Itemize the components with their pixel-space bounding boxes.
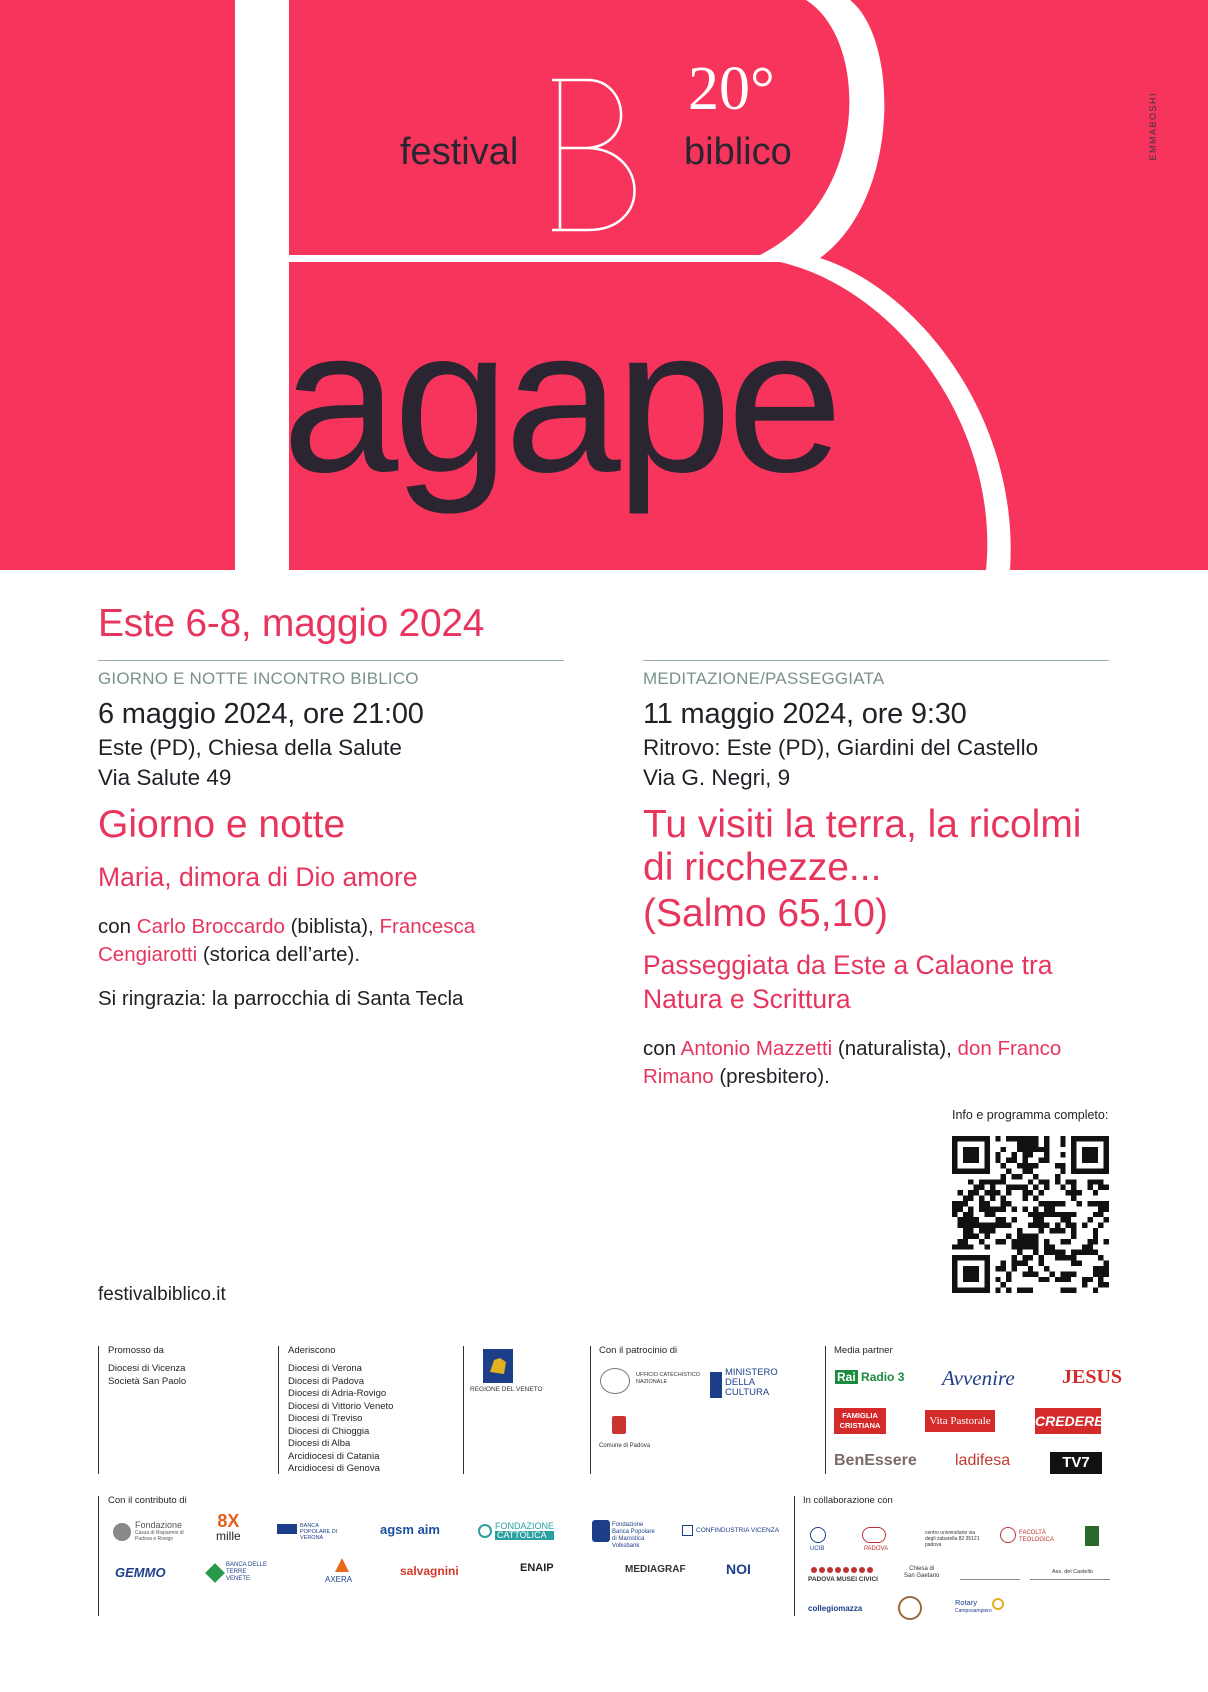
gemmo-logo: GEMMO (115, 1565, 166, 1580)
ccp-label: PADOVA (864, 1546, 889, 1552)
designer-credit: EMMABOSHI (1148, 92, 1158, 161)
confindustria-logo: CONFINDUSTRIA VICENZA (696, 1527, 780, 1534)
left-title: Giorno e notte (98, 803, 346, 846)
left-date: 6 maggio 2024, ore 21:00 (98, 698, 424, 730)
promosso-label: Promosso da (108, 1345, 164, 1356)
teologica-logo (1019, 1530, 1054, 1544)
rotary-wheel-icon (992, 1598, 1004, 1610)
bpm-logo: BANCA POPOLARE DI VERONA (300, 1523, 338, 1541)
speaker-role: (presbitero). (719, 1065, 830, 1088)
contributo-label: Con il contributo di (108, 1495, 187, 1506)
gaetano-line: San Gaetano (904, 1573, 940, 1579)
famiglia-line: CRISTIANA (839, 1421, 881, 1430)
regione-veneto-logo (482, 1348, 514, 1389)
edition-number: 20° (688, 55, 775, 123)
ucib-icon (810, 1527, 826, 1543)
credere-logo: CREDERE (1035, 1408, 1101, 1434)
right-place-2: Via G. Negri, 9 (643, 765, 791, 790)
salvagnini-logo: salvagnini (400, 1564, 459, 1578)
ccp-icon (862, 1527, 886, 1543)
volksbank-icon (592, 1520, 610, 1542)
biblico-label: biblico (684, 131, 792, 173)
diocese: Diocesi di Vittorio Veneto (288, 1400, 394, 1412)
right-divider (643, 660, 1109, 661)
rai-badge: Rai (837, 1370, 856, 1384)
ucn-label: UFFICIO CATECHISTICO NAZIONALE (636, 1372, 701, 1385)
mediagraf-logo: MEDIAGRAF (625, 1564, 686, 1575)
regione-label: REGIONE DEL VENETO (470, 1386, 543, 1393)
right-date: 11 maggio 2024, ore 9:30 (643, 698, 967, 730)
diocese: Arcidiocesi di Catania (288, 1450, 380, 1462)
ucn-icon (600, 1368, 630, 1394)
left-thanks: Si ringrazia: la parrocchia di Santa Tecla (98, 987, 464, 1010)
jesus-logo: JESUS (1062, 1366, 1123, 1388)
right-speakers (643, 1035, 1113, 1091)
promoter: Società San Paolo (108, 1375, 187, 1387)
fondazione-logo (135, 1521, 185, 1542)
speaker-link[interactable]: Antonio Mazzetti (680, 1037, 833, 1060)
cattolica-line: FONDAZIONE (495, 1521, 555, 1531)
noi-logo: NOI (726, 1561, 751, 1577)
qr-code[interactable] (952, 1136, 1109, 1293)
right-title-2: di ricchezze... (643, 846, 882, 889)
event-headline: Este 6-8, maggio 2024 (98, 602, 485, 645)
musei-icon (810, 1566, 880, 1576)
rotary-line: Rotary (955, 1598, 978, 1607)
media-label: Media partner (834, 1345, 893, 1356)
ministero-icon (710, 1372, 722, 1398)
ministero-line: MINISTERO (725, 1367, 778, 1378)
la-difesa-logo: ladifesa (955, 1452, 1011, 1469)
right-subtitle-2: Natura e Scrittura (643, 984, 851, 1014)
ministero-logo (725, 1368, 778, 1398)
benessere-logo: BenEssere (834, 1452, 917, 1469)
padova-crest-icon (612, 1416, 626, 1434)
aderiscono-list (288, 1363, 393, 1476)
left-place-2: Via Salute 49 (98, 765, 232, 790)
rotary-logo (955, 1599, 992, 1615)
tv7-logo: TV7 (1050, 1452, 1102, 1474)
terre-venete-icon (205, 1563, 225, 1583)
agsm-logo: agsm aim (380, 1522, 440, 1537)
right-subtitle-1: Passeggiata da Este a Calaone tra (643, 950, 1053, 980)
fondazione-line: Cassa di Risparmio di Padova e Rovigo (135, 1530, 184, 1542)
right-title-3: (Salmo 65,10) (643, 892, 888, 935)
san-gaetano-logo (904, 1566, 939, 1580)
rai-text: Radio 3 (861, 1370, 905, 1384)
collab-label: In collaborazione con (803, 1495, 893, 1506)
website-link[interactable]: festivalbiblico.it (98, 1284, 226, 1305)
diocese: Diocesi di Chioggia (288, 1425, 370, 1437)
teologica-line: TEOLOGICA (1019, 1537, 1055, 1543)
church-skyline-icon (960, 1572, 1020, 1580)
speaker-role: (storica dell’arte). (202, 943, 361, 966)
left-speakers (98, 913, 568, 969)
otto-per-mille-logo (216, 1511, 241, 1544)
speaker-link[interactable]: don Franco (957, 1037, 1062, 1060)
castello-label: Ass. del Castello (1052, 1569, 1093, 1575)
speaker-role: (biblista), (290, 915, 374, 938)
ottox-text: 8X (217, 1511, 240, 1531)
divider (590, 1346, 591, 1474)
divider (98, 1346, 99, 1474)
bpm-icon (277, 1524, 297, 1534)
speaker-link[interactable]: Rimano (643, 1065, 714, 1088)
vita-pastorale-logo: Vita Pastorale (925, 1410, 995, 1432)
left-divider (98, 660, 564, 661)
gaetano-line: Chiesa di (909, 1566, 935, 1572)
terre-venete-logo: BANCA DELLE TERRE VENETE (226, 1562, 268, 1582)
left-place-1: Este (PD), Chiesa della Salute (98, 735, 402, 760)
divider (278, 1346, 279, 1474)
cattolica-icon (478, 1524, 492, 1538)
ministero-line: CULTURA (725, 1387, 770, 1398)
diocese: Diocesi di Adria-Rovigo (288, 1388, 387, 1399)
teologica-line: FACOLTÀ (1019, 1530, 1046, 1536)
lion-icon (482, 1348, 514, 1384)
hero-banner (0, 0, 1208, 570)
divider (825, 1346, 826, 1474)
collegio-mazza-logo: collegiomazza (808, 1604, 863, 1613)
rai-radio3-logo (835, 1370, 904, 1384)
mille-text: mille (216, 1529, 241, 1543)
fondazione-line: Fondazione (135, 1520, 183, 1530)
centro-universitario: centro universitario via degli zabarella 82 35121 padova (925, 1530, 980, 1548)
university-seal-icon (898, 1596, 922, 1620)
divider (794, 1496, 795, 1616)
with-label: con (98, 915, 132, 938)
ucib-label: UCIB (810, 1546, 825, 1552)
right-title-1: Tu visiti la terra, la ricolmi (643, 803, 1082, 846)
with-label: con (643, 1037, 677, 1060)
patrocinio-label: Con il patrocinio di (599, 1345, 678, 1356)
speaker-link[interactable]: Francesca (379, 915, 476, 938)
diocese: Diocesi di Treviso (288, 1413, 363, 1424)
theme-title: agape (282, 286, 838, 515)
comune-label: Comune di Padova (599, 1443, 651, 1449)
divider (463, 1346, 464, 1474)
aderiscono-label: Aderiscono (288, 1345, 336, 1356)
ministero-line: DELLA (725, 1377, 756, 1388)
diocese: Diocesi di Padova (288, 1375, 365, 1387)
right-category: MEDITAZIONE/PASSEGGIATA (643, 669, 885, 688)
diocese: Diocesi di Alba (288, 1438, 351, 1449)
famiglia-line: FAMIGLIA (842, 1411, 878, 1420)
teologica-icon (1000, 1527, 1016, 1543)
enaip-logo: ENAIP (520, 1562, 554, 1574)
left-category: GIORNO E NOTTE INCONTRO BIBLICO (98, 669, 419, 688)
left-subtitle: Maria, dimora di Dio amore (98, 862, 418, 892)
confindustria-icon (682, 1525, 693, 1536)
festival-label: festival (400, 131, 519, 173)
b-letter-logo (548, 74, 668, 234)
axera-logo: AXERA (325, 1575, 353, 1584)
info-label: Info e programma completo: (952, 1108, 1109, 1122)
divider (98, 1496, 99, 1616)
fondazione-icon (113, 1523, 131, 1541)
cattolica-line: CATTOLICA (495, 1531, 554, 1540)
promosso-list (108, 1363, 186, 1388)
fondazione-cattolica-logo (495, 1522, 554, 1540)
speaker-link[interactable]: Carlo Broccardo (136, 915, 285, 938)
famiglia-cristiana-logo (834, 1408, 886, 1434)
promoter: Diocesi di Vicenza (108, 1363, 186, 1374)
avvenire-logo: Avvenire (942, 1366, 1015, 1390)
speaker-role: (naturalista), (837, 1037, 952, 1060)
rotary-line: Camposampiero (955, 1608, 992, 1614)
diocese: Diocesi di Verona (288, 1363, 362, 1374)
diocese: Arcidiocesi di Genova (288, 1463, 380, 1474)
volksbank-logo: Fondazione Banca Popolare di Marostica Volksbank (612, 1522, 655, 1549)
speaker-link[interactable]: Cengiarotti (98, 943, 198, 966)
right-place-1: Ritrovo: Este (PD), Giardini del Castello (643, 735, 1039, 760)
green-crest-icon (1085, 1526, 1099, 1546)
musei-civici-label: PADOVA MUSEI CIVICI (808, 1576, 878, 1583)
